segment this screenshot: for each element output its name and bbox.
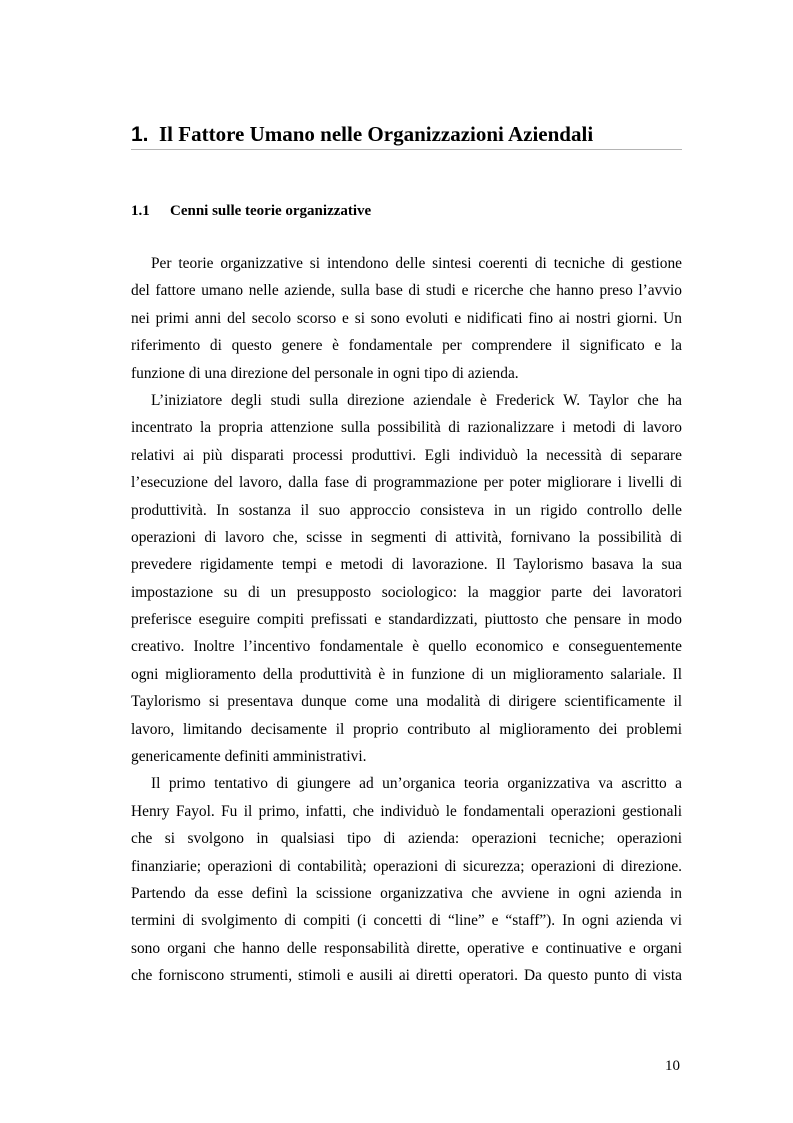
chapter-heading [131, 122, 682, 150]
text-line: Il primo tentativo di giungere ad un’organica teoria organizzativa va ascritto a [151, 775, 682, 793]
text-line: produttività. In sostanza il suo approccio consisteva in un rigido controllo delle [131, 501, 682, 519]
chapter-title: Il Fattore Umano nelle Organizzazioni Aziendali [159, 122, 594, 146]
page-number: 10 [665, 1058, 680, 1074]
text-line: impostazione su di un presupposto sociologico: la maggior parte dei lavoratori [131, 583, 682, 601]
text-line: creativo. Inoltre l’incentivo fondamentale è quello economico e conseguentemente [131, 638, 682, 656]
text-line: che forniscono strumenti, stimoli e ausili ai diretti operatori. Da questo punto di vista [131, 967, 682, 985]
section-number: 1.1 [131, 203, 150, 219]
text-line: relativi ai più disparati processi produttivi. Egli individuò la necessità di separare [131, 446, 682, 464]
text-line: Partendo da esse definì la scissione organizzativa che avviene in ogni azienda in [131, 884, 682, 902]
text-line: termini di svolgimento di compiti (i concetti di “line” e “staff”). In ogni azienda vi [131, 912, 682, 930]
section-title: Cenni sulle teorie organizzative [170, 203, 372, 219]
text-line: Taylorismo si presentava dunque come una modalità di dirigere scientificamente il [131, 693, 682, 711]
text-line: riferimento di questo genere è fondamentale per comprendere il significato e la [131, 337, 682, 355]
text-line: L’iniziatore degli studi sulla direzione aziendale è Frederick W. Taylor che ha [151, 391, 682, 409]
text-line: sono organi che hanno delle responsabilità dirette, operative e continuative e organi [131, 939, 682, 957]
text-line: l’esecuzione del lavoro, dalla fase di programmazione per poter migliorare i livelli di [131, 474, 682, 492]
text-line: prevedere rigidamente tempi e metodi di lavorazione. Il Taylorismo basava la sua [131, 556, 682, 574]
body-text [131, 250, 682, 990]
text-line: finanziarie; operazioni di contabilità; operazioni di sicurezza; operazioni di direzione. [131, 857, 682, 875]
text-line: ogni miglioramento della produttività è in funzione di un miglioramento salariale. Il [131, 665, 682, 683]
chapter-number: 1. [131, 123, 149, 146]
text-line: preferisce eseguire compiti prefissati e standardizzati, piuttosto che pensare in modo [131, 611, 682, 629]
text-line: nei primi anni del secolo scorso e si sono evoluti e nidificati fino ai nostri giorni. Un [131, 309, 682, 327]
text-line: lavoro, limitando decisamente il proprio contributo al miglioramento dei problemi [131, 720, 682, 738]
text-line: Per teorie organizzative si intendono delle sintesi coerenti di tecniche di gestione [151, 255, 682, 272]
text-line: operazioni di lavoro che, scisse in segmenti di attività, fornivano la possibilità di [131, 528, 682, 546]
text-line: genericamente definiti amministrativi. [131, 748, 367, 766]
text-line: che si svolgono in qualsiasi tipo di azienda: operazioni tecniche; operazioni [131, 830, 682, 848]
text-line: del fattore umano nelle aziende, sulla base di studi e ricerche che hanno preso l’avvio [131, 282, 682, 300]
text-line: Henry Fayol. Fu il primo, infatti, che individuò le fondamentali operazioni gestionali [131, 802, 682, 820]
section-heading [131, 201, 682, 221]
text-line: incentrato la propria attenzione sulla possibilità di razionalizzare i metodi di lavoro [131, 419, 682, 437]
text-line: funzione di una direzione del personale in ogni tipo di azienda. [131, 364, 519, 382]
